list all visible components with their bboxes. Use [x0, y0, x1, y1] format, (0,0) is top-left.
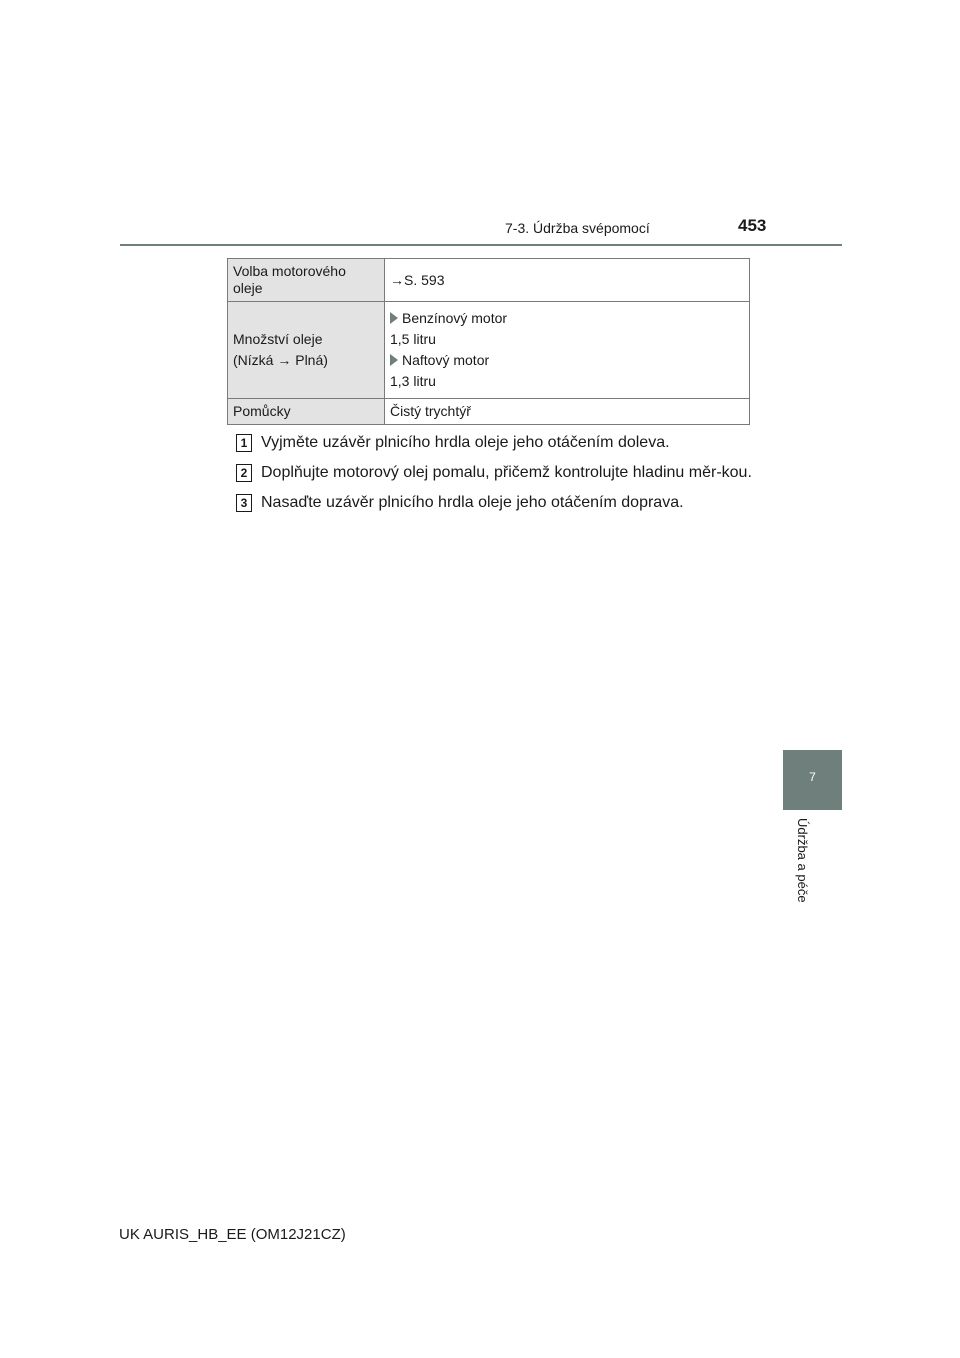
- label-oil-quantity-range: (Nízká → Plná): [233, 352, 328, 368]
- step-item: [236, 461, 766, 485]
- label-oil-quantity: Množství oleje: [233, 331, 323, 347]
- list-item: [390, 308, 744, 329]
- page-reference-link[interactable]: →S. 593: [390, 271, 445, 288]
- table-value-cell: [385, 399, 750, 425]
- triangle-bullet-icon: [390, 354, 398, 366]
- oil-amount-diesel: 1,3 litru: [390, 373, 436, 389]
- step-text: Nasaďte uzávěr plnicího hrdla oleje jeho otáčením doprava.: [261, 494, 684, 511]
- chapter-tab[interactable]: [783, 750, 842, 810]
- step-text: Vyjměte uzávěr plnicího hrdla oleje jeho otáčením doleva.: [261, 434, 670, 451]
- table-row: [228, 259, 750, 302]
- table-row: [228, 399, 750, 425]
- section-title: 7-3. Údržba svépomocí: [505, 220, 650, 236]
- table-value-cell: [385, 302, 750, 399]
- table-row: [228, 302, 750, 399]
- procedure-steps: [236, 431, 766, 521]
- table-label-cell: [228, 259, 385, 302]
- step-number-badge: 3: [236, 494, 252, 512]
- oil-amount-petrol: 1,5 litru: [390, 331, 436, 347]
- triangle-bullet-icon: [390, 312, 398, 324]
- step-number-badge: 1: [236, 434, 252, 452]
- table-label-cell: [228, 302, 385, 399]
- step-item: [236, 431, 766, 455]
- engine-type-diesel: Naftový motor: [402, 352, 490, 368]
- label-tools: Pomůcky: [233, 403, 291, 419]
- label-oil-selection: Volba motorového oleje: [233, 263, 346, 296]
- oil-spec-table: [227, 258, 750, 425]
- chapter-label: Údržba a péče: [795, 818, 810, 903]
- engine-type-petrol: Benzínový motor: [402, 310, 508, 326]
- step-number-badge: 2: [236, 464, 252, 482]
- table-value-cell: [385, 259, 750, 302]
- tools-value: Čistý trychtýř: [390, 403, 471, 419]
- header-divider: [120, 244, 842, 246]
- table-label-cell: [228, 399, 385, 425]
- page-number: 453: [738, 216, 767, 235]
- step-item: [236, 491, 766, 515]
- document-footer: UK AURIS_HB_EE (OM12J21CZ): [119, 1226, 346, 1243]
- step-text: Doplňujte motorový olej pomalu, přičemž kontrolujte hladinu měr-kou.: [261, 464, 752, 481]
- list-item: [390, 350, 744, 371]
- chapter-number: 7: [809, 770, 816, 784]
